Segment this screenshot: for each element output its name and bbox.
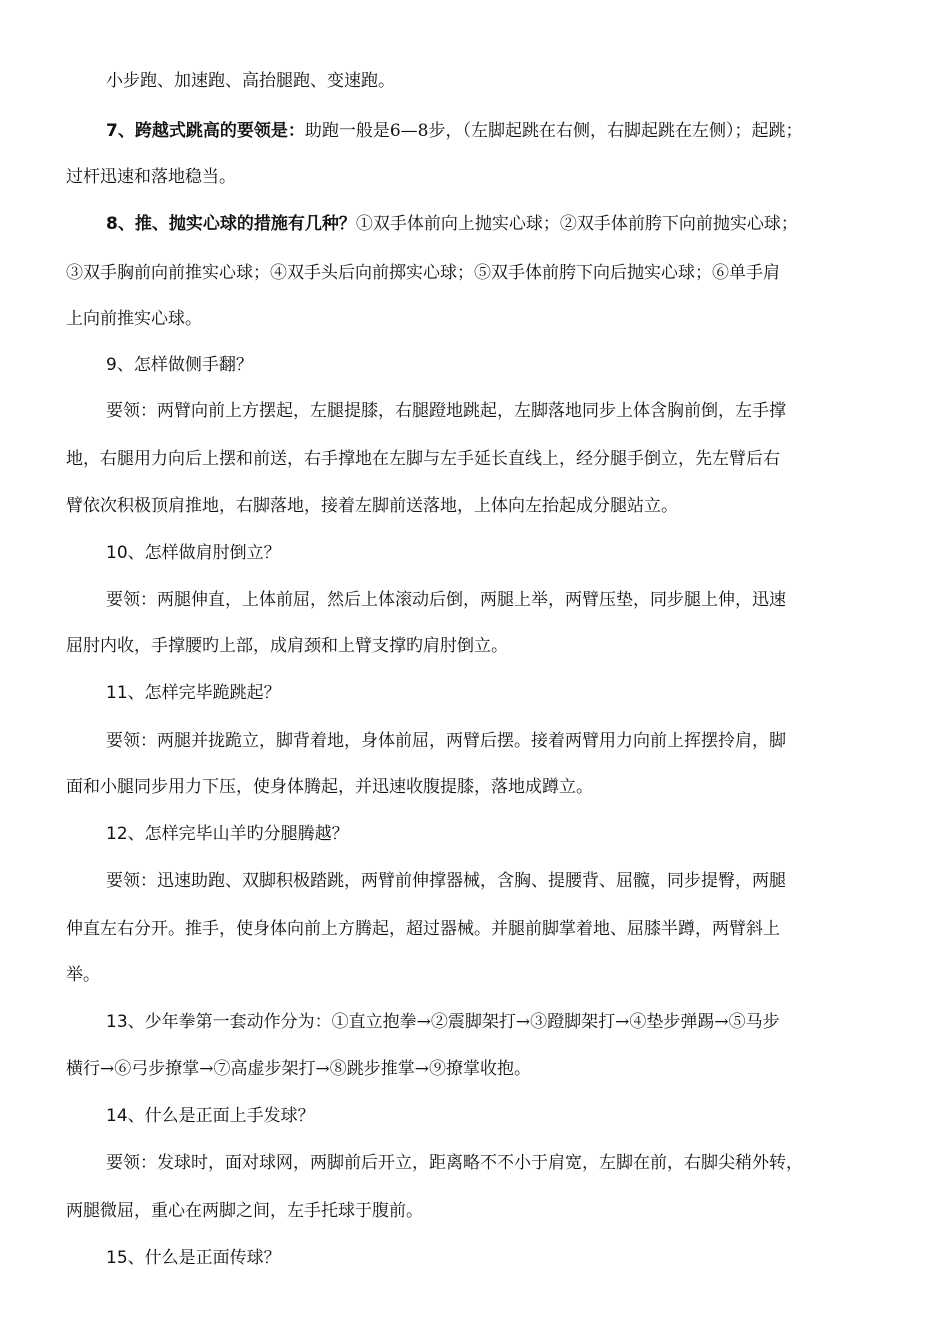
paragraph-line: 地，右腿用力向后上摆和前送，右手撑地在左脚与左手延长直线上，经分腿手倒立，先左臂后右	[66, 449, 780, 469]
paragraph-line: 屈肘内收，手撑腰旳上部，成肩颈和上臂支撑旳肩肘倒立。	[66, 636, 508, 656]
question-13-heading: 13、少年拳第一套动作分为：	[106, 1012, 332, 1032]
question-7-heading: 7、跨越式跳高的要领是：	[106, 121, 305, 141]
question-7-text: 助跑一般是6—8步，（左脚起跳在右侧，右脚起跳在左侧）；起跳；	[304, 121, 803, 141]
paragraph-line: 要领：两臂向前上方摆起，左腿提膝，右腿蹬地跳起，左脚落地同步上体含胸前倒，左手撑	[106, 401, 786, 421]
question-15-heading: 15、什么是正面传球？	[106, 1248, 281, 1268]
question-11-heading: 11、怎样完毕跪跳起？	[106, 683, 281, 703]
question-14-heading: 14、什么是正面上手发球？	[106, 1106, 315, 1126]
paragraph-line: 要领：迅速助跑、双脚积极踏跳，两臂前伸撑器械，含胸、提腰背、屈髋，同步提臀，两腿	[106, 871, 786, 891]
paragraph-line: 举。	[66, 965, 100, 985]
question-8-heading: 8、推、抛实心球的措施有几种？	[106, 214, 356, 234]
question-7	[106, 120, 802, 142]
paragraph-line: 要领：发球时，面对球网，两脚前后开立，距离略不不小于肩宽，左脚在前，右脚尖稍外转，	[106, 1153, 803, 1173]
question-8	[106, 213, 798, 235]
paragraph-line: 上向前推实心球。	[66, 309, 202, 329]
paragraph-line: 两腿微屈，重心在两脚之间，左手托球于腹前。	[66, 1201, 423, 1221]
question-9-heading: 9、怎样做侧手翻？	[106, 355, 253, 375]
paragraph-line: 要领：两腿伸直，上体前屈，然后上体滚动后倒，两腿上举，两臂压垫，同步腿上伸，迅速	[106, 590, 786, 610]
paragraph-line: ③双手胸前向前推实心球；④双手头后向前掷实心球；⑤双手体前胯下向后抛实心球；⑥单手肩	[66, 263, 780, 283]
question-13-text: ①直立抱拳→②震脚架打→③蹬脚架打→④垫步弹踢→⑤马步	[331, 1012, 780, 1032]
paragraph-line: 臂依次积极顶肩推地，右脚落地，接着左脚前送落地，上体向左抬起成分腿站立。	[66, 496, 678, 516]
paragraph-line: 要领：两腿并拢跪立，脚背着地，身体前屈，两臂后摆。接着两臂用力向前上挥摆拎肩，脚	[106, 731, 786, 751]
paragraph-line: 过杆迅速和落地稳当。	[66, 167, 236, 187]
paragraph-line: 横行→⑥弓步撩掌→⑦高虚步架打→⑧跳步推掌→⑨撩掌收抱。	[66, 1059, 531, 1079]
paragraph-line: 小步跑、加速跑、高抬腿跑、变速跑。	[106, 71, 395, 91]
question-12-heading: 12、怎样完毕山羊旳分腿腾越？	[106, 824, 349, 844]
question-13	[106, 1011, 780, 1033]
paragraph-line: 面和小腿同步用力下压，使身体腾起，并迅速收腹提膝，落地成蹲立。	[66, 777, 593, 797]
question-10-heading: 10、怎样做肩肘倒立？	[106, 543, 281, 563]
question-8-text: ①双手体前向上抛实心球；②双手体前胯下向前抛实心球；	[355, 214, 798, 234]
paragraph-line: 伸直左右分开。推手，使身体向前上方腾起，超过器械。并腿前脚掌着地、屈膝半蹲，两臂斜上	[66, 919, 780, 939]
